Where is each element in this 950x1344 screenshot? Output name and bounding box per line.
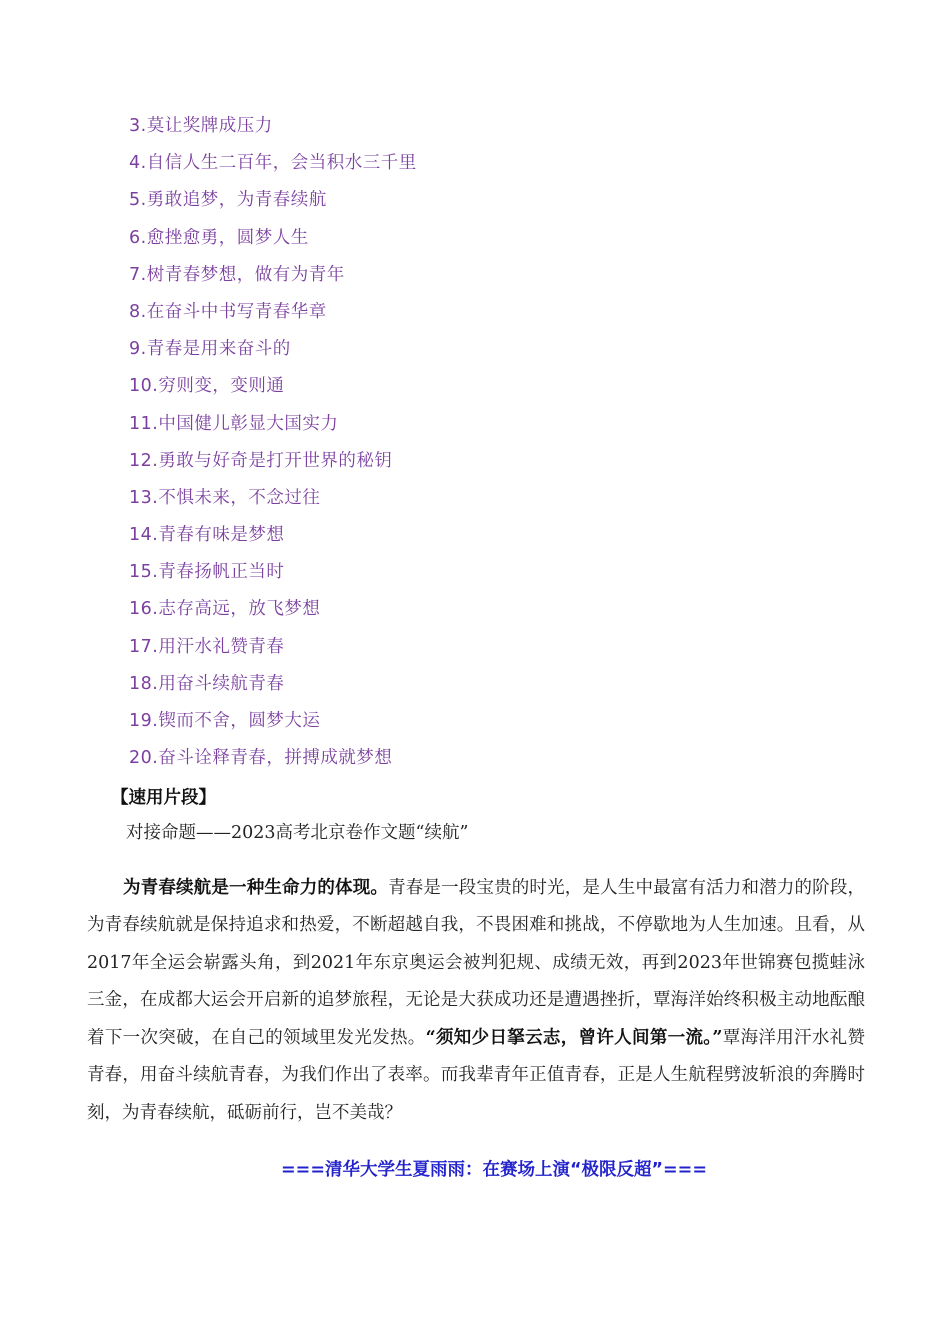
list-item-text: 勇敢追梦，为青春续航	[146, 190, 327, 211]
list-item-number: 5.	[129, 190, 147, 211]
list-item-number: 17.	[129, 636, 159, 657]
list-item-number: 14.	[129, 525, 159, 546]
list-item	[129, 443, 417, 480]
paragraph-text-1: 青春是一段宝贵的时光，是人生中最富有活力和潜力的阶段，为青春续航就是保持追求和热爱，不断超越自我，不畏困难和挑战，不停歇地为人生加速。且看，从2017年全运会崭露头角，到2021年东京奥运会被判犯规、成绩无效，再到2023年世锦赛包揽蛙泳三金，在成都大运会开启新的追梦旅程，无论是大获成功还是遭遇挫折，覃海洋始终积极主动地酝酿着下一次突破，在自己的领域里发光发热。	[87, 877, 865, 1048]
list-item-number: 11.	[129, 413, 159, 434]
list-item	[129, 294, 417, 331]
list-item	[129, 368, 417, 405]
paragraph-bold-lead: 为青春续航是一种生命力的体现。	[123, 877, 389, 898]
list-item-number: 13.	[129, 487, 159, 508]
list-item-number: 6.	[129, 227, 147, 248]
title-list	[129, 108, 417, 777]
list-item-text: 志存高远，放飞梦想	[158, 599, 321, 620]
list-item-number: 3.	[129, 116, 147, 136]
list-item-text: 青春有味是梦想	[158, 525, 285, 546]
list-item-text: 在奋斗中书写青春华章	[146, 301, 327, 322]
list-item-number: 4.	[129, 153, 147, 174]
list-item-text: 用奋斗续航青春	[158, 673, 285, 694]
list-item-text: 愈挫愈勇，圆梦人生	[146, 227, 309, 248]
list-item-text: 树青春梦想，做有为青年	[146, 264, 345, 285]
list-item-number: 9.	[129, 339, 147, 360]
paragraph-bold-quote: “须知少日拏云志，曾许人间第一流。”	[425, 1027, 723, 1048]
section-banner: ===清华大学生夏雨雨：在赛场上演“极限反超”===	[281, 1160, 707, 1180]
list-item	[129, 629, 417, 666]
list-item-number: 16.	[129, 599, 159, 620]
list-item	[129, 108, 417, 145]
list-item-text: 中国健儿彰显大国实力	[158, 413, 339, 434]
list-item	[129, 517, 417, 554]
list-item	[129, 480, 417, 517]
list-item-text: 锲而不舍，圆梦大运	[158, 711, 321, 731]
paragraph-text-2: 覃海洋用汗水礼赞青春，用奋斗续航青春，为我们作出了表率。而我辈青年正值青春，正是人生航程劈波斩浪的奔腾时刻，为青春续航，砥砺前行，岂不美哉？	[87, 1027, 866, 1124]
list-item-text: 不惧未来，不念过往	[158, 487, 321, 508]
list-item-text: 莫让奖牌成压力	[146, 116, 273, 136]
list-item-number: 15.	[129, 562, 159, 583]
list-item-number: 20.	[129, 748, 159, 769]
list-item	[129, 740, 417, 777]
list-item	[129, 554, 417, 591]
list-item-text: 青春扬帆正当时	[158, 562, 285, 583]
list-item-number: 7.	[129, 264, 147, 285]
list-item-number: 8.	[129, 301, 147, 322]
list-item	[129, 145, 417, 182]
list-item-text: 勇敢与好奇是打开世界的秘钥	[158, 450, 393, 471]
list-item	[129, 591, 417, 628]
body-paragraph	[87, 870, 865, 1133]
list-item-text: 用汗水礼赞青春	[158, 636, 285, 657]
list-item	[129, 220, 417, 257]
list-item	[129, 331, 417, 368]
list-item-text: 自信人生二百年，会当积水三千里	[146, 153, 417, 174]
section-subtitle: 对接命题——2023高考北京卷作文题“续航”	[126, 823, 469, 843]
list-item	[129, 257, 417, 294]
list-item	[129, 182, 417, 219]
list-item-text: 奋斗诠释青春，拼搏成就梦想	[158, 748, 393, 769]
section-heading: 【速用片段】	[111, 788, 216, 808]
list-item-text: 青春是用来奋斗的	[146, 339, 291, 360]
list-item-number: 12.	[129, 450, 159, 471]
list-item	[129, 406, 417, 443]
list-item	[129, 666, 417, 703]
list-item-text: 穷则变，变则通	[158, 376, 285, 397]
list-item-number: 19.	[129, 711, 159, 731]
list-item	[129, 703, 417, 740]
list-item-number: 18.	[129, 673, 159, 694]
list-item-number: 10.	[129, 376, 159, 397]
